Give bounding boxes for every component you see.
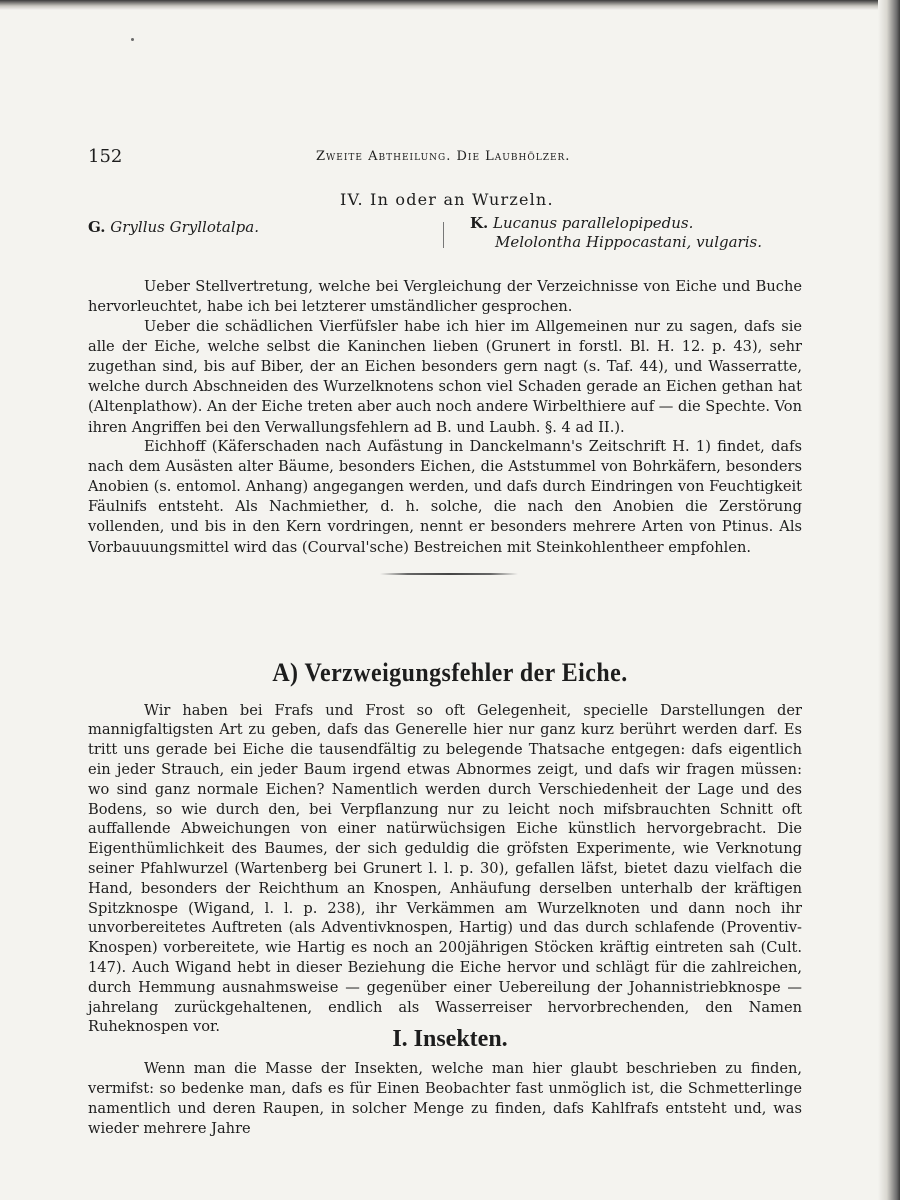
species-name: Melolontha Hippocastani, vulgaris. [495, 233, 762, 251]
species-name: Gryllus Gryllotalpa. [110, 218, 259, 236]
species-marker: G. [88, 218, 106, 236]
subsection-heading: IV. In oder an Wurzeln. [340, 190, 554, 209]
species-entry-k [470, 214, 762, 252]
paragraph-eichhoff: Eichhoff (Käferschaden nach Aufästung in Danckelmann's Zeitschrift H. 1) findet, dafs nach dem Ausästen alter Bäume, besonders Eichen, die Aststummel von Bohrkäfern, besonders Anobien (s. entomol. Anhang) angegangen werden, und dafs durch Eindringen von Feuchtigkeit Fäulnifs entsteht. Als Nachmiether, d. h. solche, die nach den Anobien die Zerstörung vollenden, und bis in den Kern vordringen, nennt er besonders mehrere Arten von Ptinus. Als Vorbauuungsmittel wird das (Courval'sche) Bestreichen mit Steinkohlentheer empfohlen. [88, 437, 802, 556]
paragraph-vierfuessler: Ueber die schädlichen Vierfüfsler habe ich hier im Allgemeinen nur zu sagen, dafs sie alle der Eiche, welche selbst die Kaninchen lieben (Grunert in forstl. Bl. H. 12. p. 43), sehr zugethan sind, bis auf Biber, der an Eichen besonders gern nagt (s. Taf. 44), und Wasserratte, welche durch Abschneiden des Wurzelknotens schon viel Schaden gerade an Eichen gethan hat (Altenplathow). An der Eiche treten aber auch noch andere Wirbelthiere auf — die Spechte. Von ihren Angriffen bei den Verwallungsfehlern ad B. und Laubh. §. 4 ad II.). [88, 317, 802, 436]
species-marker: K. [470, 214, 489, 232]
section-heading-insekten: I. Insekten. [392, 1025, 508, 1052]
page-number: 152 [88, 146, 123, 167]
page-header [88, 146, 778, 170]
species-name: Lucanus parallelopipedus. [493, 214, 694, 232]
paragraph-insekten: Wenn man die Masse der Insekten, welche man hier glaubt beschrieben zu finden, vermifst: so bedenke man, dafs es für Einen Beobachter fast unmöglich ist, die Schmetterlinge namentlich und deren Raupen, in solcher Menge zu finden, dafs Kahlfrafs entsteht und, was wieder mehrere Jahre [88, 1059, 802, 1137]
column-divider [443, 222, 444, 248]
running-head: Zweite Abtheilung. Die Laubhölzer. [316, 149, 571, 164]
paragraph-verzweigungsfehler: Wir haben bei Frafs und Frost so oft Gelegenheit, specielle Darstellungen der mannigfaltigsten Art zu geben, dafs das Generelle hier nur ganz kurz berührt werden darf. Es tritt uns gerade bei Eiche die tausendfältig zu belegende Thatsache entgegen: dafs eigentlich ein jeder Strauch, ein jeder Baum irgend etwas Abnormes zeigt, und dafs wir fragen müssen: wo sind ganz normale Eichen? Namentlich werden durch Verschiedenheit der Lage und des Bodens, so wie durch den, bei Verpflanzung nur zu leicht noch mifsbrauchten Schnitt oft auffallende Abweichungen von einer natürwüchsigen Eiche künstlich hervorgebracht. Die Eigenthümlichkeit des Baumes, der sich geduldig die gröfsten Experimente, wie Verknotung seiner Pfahlwurzel (Wartenberg bei Grunert l. l. p. 30), gefallen läfst, bietet dazu vielfach die Hand, besonders der Reichthum an Knospen, Anhäufung derselben unterhalb der kräftigen Spitzknospe (Wigand, l. l. p. 238), ihr Verkämmen am Wurzelknoten und dann noch ihr unvorbereitetes Auftreten (als Adventivknospen, Hartig) und das durch schlafende (Proventiv-Knospen) vorbereitete, wie Hartig es noch an 200jährigen Stöcken kräftig eintreten sah (Cult. 147). Auch Wigand hebt in dieser Beziehung die Eiche hervor und schlägt für die zahlreichen, durch Hemmung ausnahmsweise — gegenüber einer Uebereilung der Johannistriebknospe — jahrelang zurückgehaltenen, endlich als Wasserreiser hervorbrechenden, den Namen Ruheknospen vor. [88, 701, 802, 1036]
scan-right-edge [878, 0, 900, 1200]
species-entry-g [88, 218, 259, 236]
scan-top-edge [0, 0, 900, 10]
section-heading-verzweigungsfehler: A) Verzweigungsfehler der Eiche. [272, 657, 628, 687]
paragraph-stellvertretung: Ueber Stellvertretung, welche bei Vergleichung der Verzeichnisse von Eiche und Buche hervorleuchtet, habe ich bei letzterer umständlicher gesprochen. [88, 277, 802, 315]
scan-speck [131, 38, 134, 41]
section-divider-rule [380, 573, 518, 575]
